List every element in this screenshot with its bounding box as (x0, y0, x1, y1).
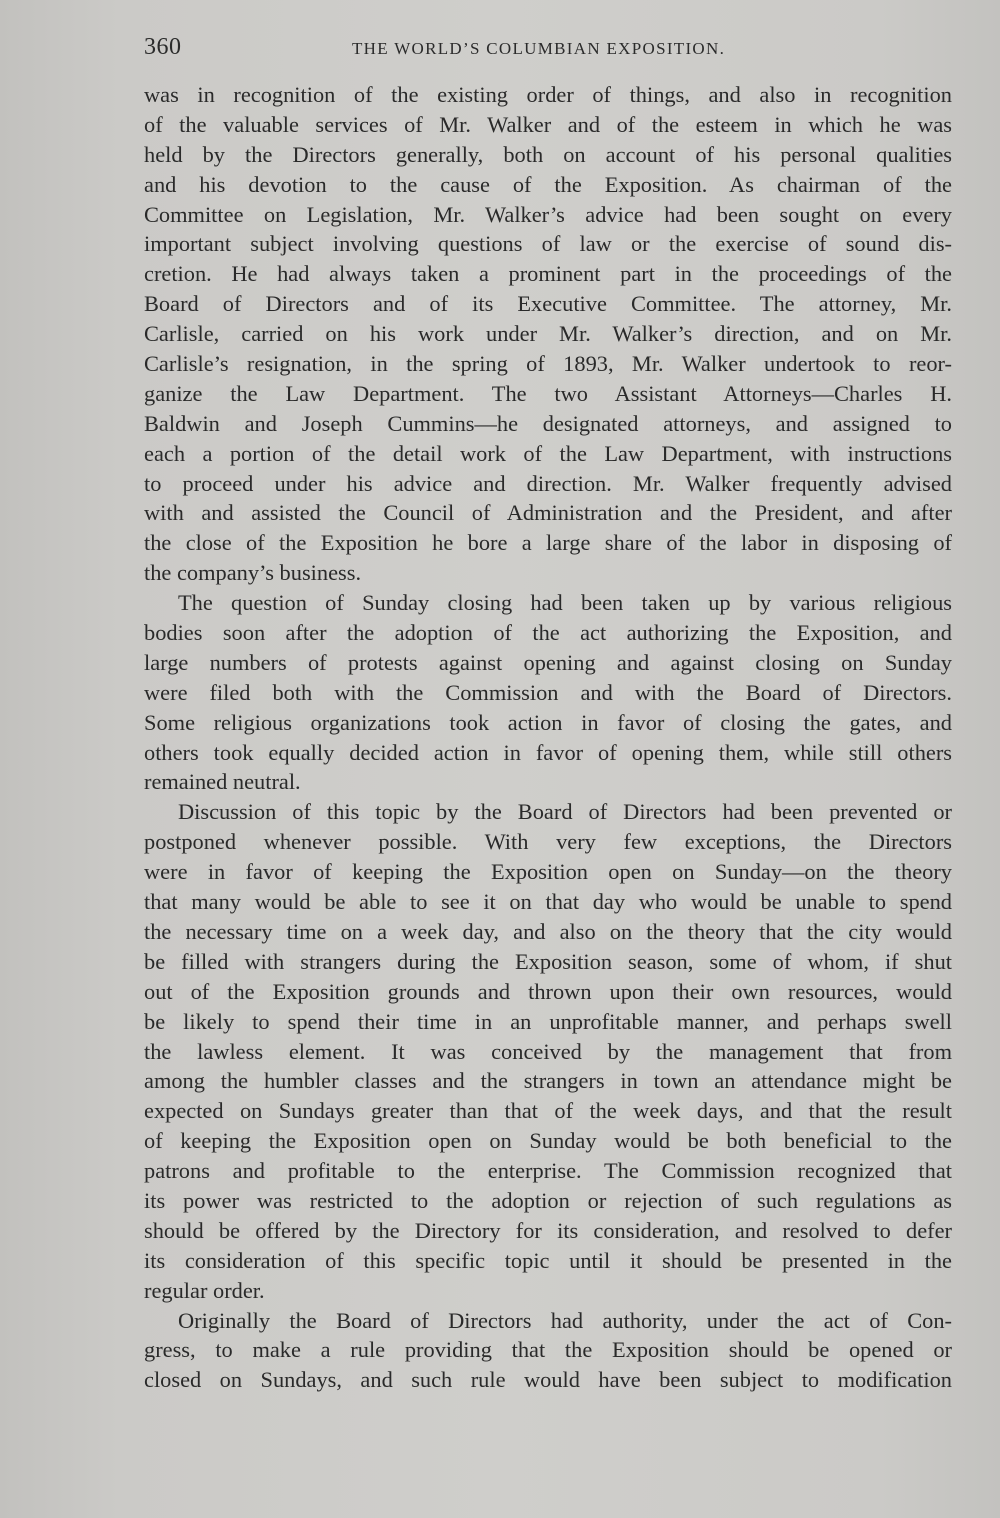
text-line: the company’s business. (144, 560, 362, 586)
text-line: that many would be able to see it on that day who would be unable to spend (144, 889, 952, 915)
text-line: cretion. He had always taken a prominent part in the proceedings of the (144, 261, 952, 287)
running-title: THE WORLD’S COLUMBIAN EXPOSITION. (352, 39, 726, 58)
text-line: of keeping the Exposition open on Sunday would be both beneficial to the (144, 1128, 952, 1154)
text-line: be filled with strangers during the Exposition season, some of whom, if shut (144, 948, 952, 974)
body-text (144, 80, 952, 1395)
text-line: others took equally decided action in favor of opening them, while still others (144, 739, 952, 765)
text-line: among the humbler classes and the strangers in town an attendance might be (144, 1068, 952, 1094)
text-line: the close of the Exposition he bore a large share of the labor in disposing of (144, 530, 952, 556)
text-line: its consideration of this specific topic until it should be presented in the (144, 1247, 952, 1273)
text-line: regular order. (144, 1277, 265, 1303)
text-line: remained neutral. (144, 769, 301, 795)
text-line: gress, to make a rule providing that the Exposition should be opened or (144, 1337, 952, 1363)
text-line: postponed whenever possible. With very few exceptions, the Directors (144, 829, 952, 855)
paragraph-walker (144, 80, 952, 588)
running-head (144, 34, 952, 68)
page-number: 360 (144, 34, 182, 60)
text-line: with and assisted the Council of Administration and the President, and after (144, 500, 952, 526)
paragraph-board-authority (144, 1306, 952, 1396)
text-line: to proceed under his advice and direction. Mr. Walker frequently advised (144, 470, 952, 496)
text-line: expected on Sundays greater than that of the week days, and that the result (144, 1098, 952, 1124)
text-line: held by the Directors generally, both on account of his personal qualities (144, 141, 952, 167)
text-line: its power was restricted to the adoption or rejection of such regulations as (144, 1187, 952, 1213)
text-line: Baldwin and Joseph Cummins—he designated attorneys, and assigned to (144, 410, 952, 436)
text-line: be likely to spend their time in an unprofitable manner, and perhaps swell (144, 1008, 952, 1034)
text-line: and his devotion to the cause of the Exposition. As chairman of the (144, 171, 952, 197)
text-line: was in recognition of the existing order of things, and also in recognition (144, 82, 952, 107)
text-line: closed on Sundays, and such rule would have been subject to modification (144, 1367, 952, 1393)
text-line: should be offered by the Directory for its consideration, and resolved to defer (144, 1217, 952, 1243)
text-line: important subject involving questions of law or the exercise of sound dis- (144, 231, 952, 257)
text-line: each a portion of the detail work of the Law Department, with instructions (144, 440, 952, 466)
text-line: Carlisle’s resignation, in the spring of 1893, Mr. Walker undertook to reor- (144, 351, 952, 377)
paragraph-discussion (144, 797, 952, 1305)
text-line: the lawless element. It was conceived by the management that from (144, 1038, 952, 1064)
text-line: Board of Directors and of its Executive Committee. The attorney, Mr. (144, 291, 952, 317)
text-line: patrons and profitable to the enterprise. The Commission recognized that (144, 1158, 952, 1184)
text-line: out of the Exposition grounds and thrown upon their own resources, would (144, 978, 952, 1004)
text-line: Originally the Board of Directors had authority, under the act of Con- (178, 1307, 952, 1333)
text-line: Committee on Legislation, Mr. Walker’s advice had been sought on every (144, 201, 952, 227)
text-line: of the valuable services of Mr. Walker and of the esteem in which he was (144, 111, 952, 137)
text-line: were in favor of keeping the Exposition open on Sunday—on the theory (144, 859, 952, 885)
text-line: The question of Sunday closing had been taken up by various religious (178, 590, 952, 616)
text-line: large numbers of protests against opening and against closing on Sunday (144, 649, 952, 675)
text-line: were filed both with the Commission and with the Board of Directors. (144, 679, 952, 705)
text-line: Some religious organizations took action in favor of closing the gates, and (144, 709, 952, 735)
paragraph-sunday-closing (144, 588, 952, 797)
text-line: Carlisle, carried on his work under Mr. Walker’s direction, and on Mr. (144, 321, 952, 347)
text-line: the necessary time on a week day, and also on the theory that the city would (144, 918, 952, 944)
text-line: bodies soon after the adoption of the act authorizing the Exposition, and (144, 620, 952, 646)
text-line: Discussion of this topic by the Board of Directors had been prevented or (178, 799, 952, 825)
text-line: ganize the Law Department. The two Assistant Attorneys—Charles H. (144, 380, 952, 406)
